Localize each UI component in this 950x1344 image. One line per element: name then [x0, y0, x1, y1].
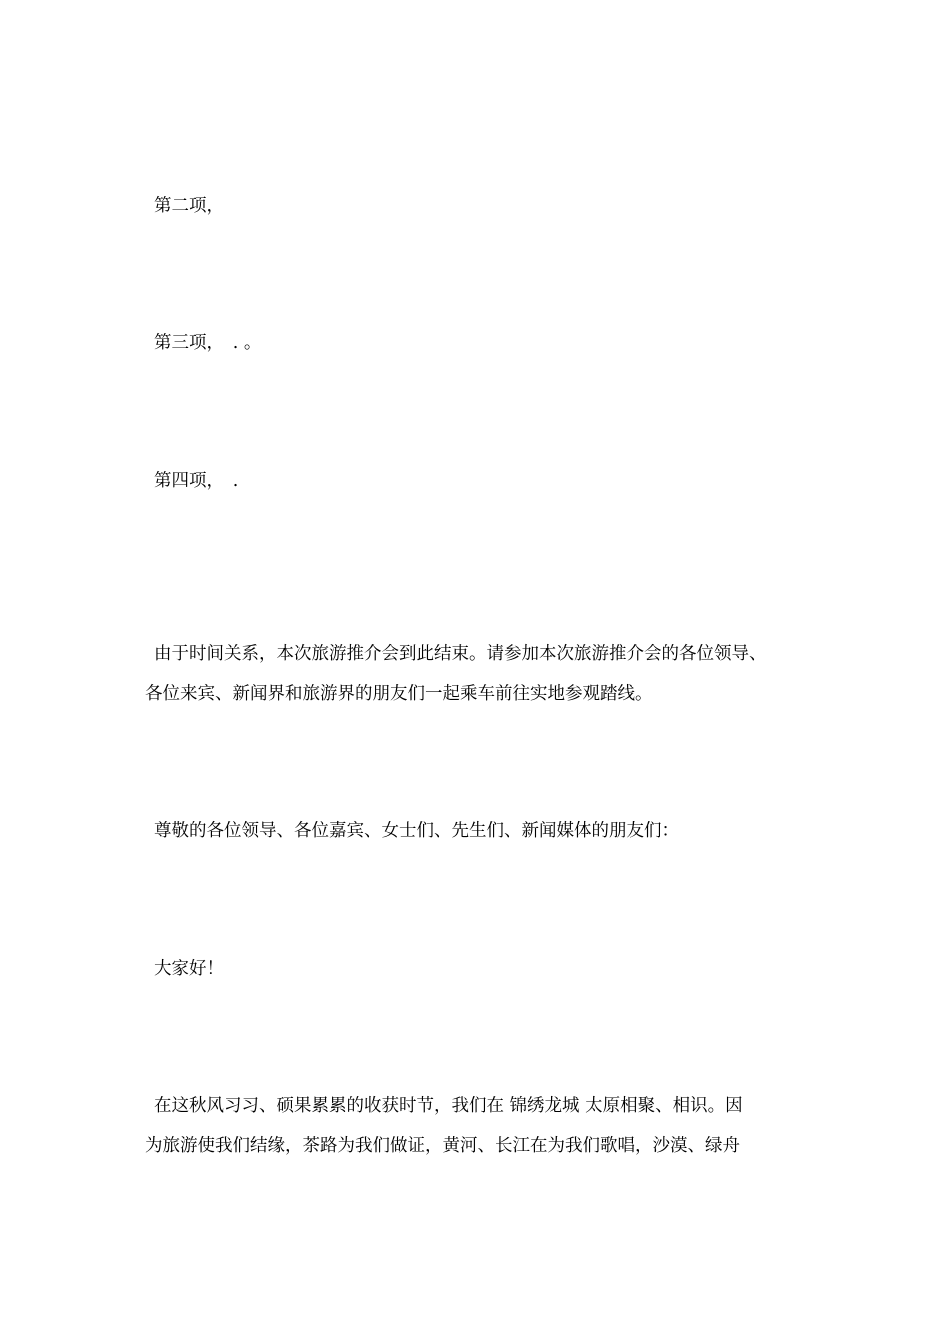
greeting-hello: 大家好！: [154, 959, 224, 979]
paragraph-closing-line-2: 各位来宾、新闻界和旅游界的朋友们一起乘车前往实地参观踏线。: [145, 684, 653, 704]
paragraph-item-3: 第三项， . 。: [154, 333, 262, 353]
paragraph-welcome-line-2: 为旅游使我们结缘，茶路为我们做证，黄河、长江在为我们歌唱，沙漠、绿舟: [145, 1136, 740, 1156]
greeting-address: 尊敬的各位领导、各位嘉宾、女士们、先生们、新闻媒体的朋友们：: [154, 821, 679, 841]
paragraph-welcome-line-1: 在这秋风习习、硕果累累的收获时节，我们在 锦绣龙城 太原相聚、相识。因: [154, 1096, 743, 1116]
paragraph-closing-line-1: 由于时间关系，本次旅游推介会到此结束。请参加本次旅游推介会的各位领导、: [154, 644, 767, 664]
paragraph-item-4: 第四项， .: [154, 471, 239, 491]
paragraph-item-2: 第二项，: [154, 196, 224, 216]
